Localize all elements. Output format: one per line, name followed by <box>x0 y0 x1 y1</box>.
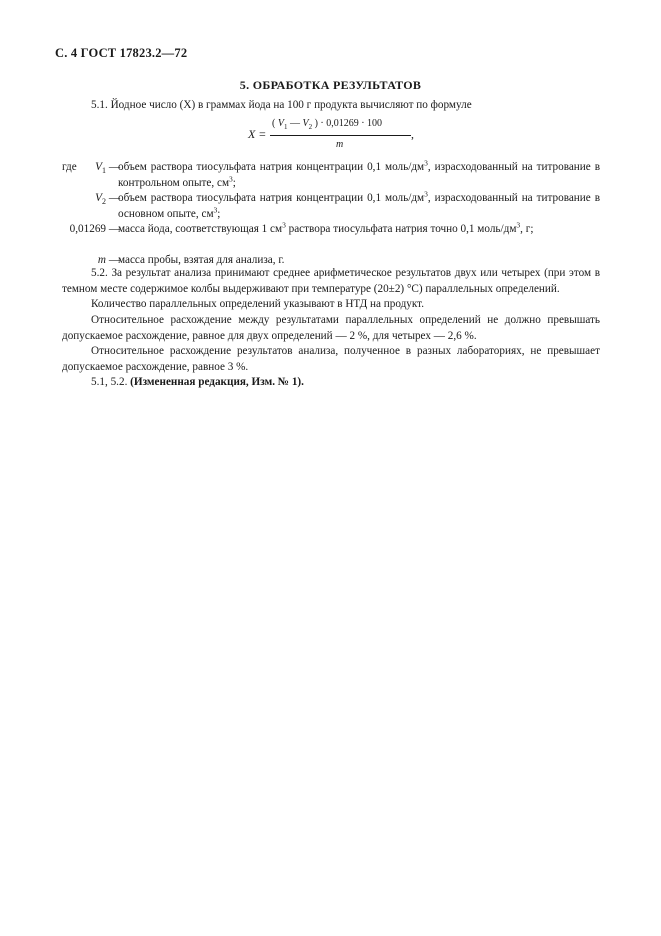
formula-paren: ( <box>272 118 276 129</box>
definition-sup2: 3 <box>516 220 521 230</box>
definition-text <box>118 160 600 191</box>
definition-term <box>62 222 120 238</box>
formula-equals: = <box>259 127 266 141</box>
definition-text-a: масса йода, соответствующая 1 см <box>118 223 283 235</box>
definition-text-b: раствора тиосульфата натрия точно 0,1 моль/дм <box>285 223 517 235</box>
term-symbol: V <box>95 161 103 173</box>
definition-text <box>118 191 600 222</box>
definition-sup: 3 <box>424 158 428 168</box>
paragraph-5-2: 5.2. За результат анализа принимают среднее арифметическое результатов двух или четырех (при этом в темном месте содержимое колбы выдерживают при температуре (20±2) °С) параллельных определений. <box>62 267 600 295</box>
edit-note <box>62 375 600 391</box>
definition-sup: 3 <box>424 189 428 199</box>
term-symbol: 0,01269 <box>69 223 107 235</box>
definition-prefix: где <box>62 161 77 173</box>
formula-numerator-rest: ) · 0,01269 · 100 <box>314 118 383 129</box>
definition-sup2: 3 <box>213 204 218 214</box>
edit-note-bold: (Измененная редакция, Изм. № 1). <box>130 376 304 388</box>
term-sub: 2 <box>102 197 107 207</box>
term-symbol: V <box>95 192 103 204</box>
formula-denominator: m <box>336 139 344 150</box>
formula-numerator <box>272 118 382 131</box>
definition-end: , г; <box>520 223 534 235</box>
term-dash: — <box>108 161 120 173</box>
definition-sup2: 3 <box>229 173 233 183</box>
definition-text-b: , израсходованный на титрование в основном опыте, см <box>118 192 600 220</box>
paragraph-interlab-divergence: Относительное расхождение результатов анализа, полученное в разных лабораториях, не превышает допускаемое расхождение, равное 3 %. <box>62 345 600 373</box>
term-dash: — <box>108 254 120 266</box>
formula-minus: — <box>289 118 300 129</box>
term-sub: 1 <box>102 166 107 176</box>
definition-term <box>62 191 120 210</box>
definition-sup: 3 <box>282 220 286 230</box>
fraction-bar <box>270 135 411 136</box>
section-title: 5. ОБРАБОТКА РЕЗУЛЬТАТОВ <box>239 78 422 92</box>
paragraph-relative-divergence: Относительное расхождение между результатами параллельных определений не должно превышать допускаемое расхождение, равное для двух определений — 2 %, для четырех — 2,6 %. <box>62 314 600 342</box>
formula-v1-sub: 1 <box>283 123 288 131</box>
term-symbol: m <box>97 254 107 266</box>
formula-lhs: X <box>248 127 256 141</box>
definition-text-a: масса пробы, взятая для анализа, г. <box>118 254 285 266</box>
definition-text <box>118 222 600 238</box>
formula-v2-sub: 2 <box>308 123 313 131</box>
edit-note-refs: 5.1, 5.2. <box>91 376 131 388</box>
definition-text-a: объем раствора тиосульфата натрия концентрации 0,1 моль/дм <box>118 192 425 204</box>
definition-text-a: объем раствора тиосульфата натрия концентрации 0,1 моль/дм <box>118 161 425 173</box>
term-dash: — <box>108 223 120 235</box>
term-dash: — <box>108 192 120 204</box>
definition-text-b: , израсходованный на титрование в контрольном опыте, см <box>118 161 600 189</box>
formula-comma: , <box>411 127 414 141</box>
paragraph-quantity: Количество параллельных определений указывают в НТД на продукт. <box>91 298 425 310</box>
formula-v2: V <box>302 118 309 129</box>
formula <box>0 118 661 158</box>
formula-v1: V <box>277 118 284 129</box>
definition-end: ; <box>232 176 236 189</box>
page-header: С. 4 ГОСТ 17823.2—72 <box>55 46 188 60</box>
definition-end: ; <box>217 207 221 220</box>
paragraph-5-1: 5.1. Йодное число (X) в граммах йода на 100 г продукта вычисляют по формуле <box>91 99 472 111</box>
definition-term <box>62 160 120 179</box>
